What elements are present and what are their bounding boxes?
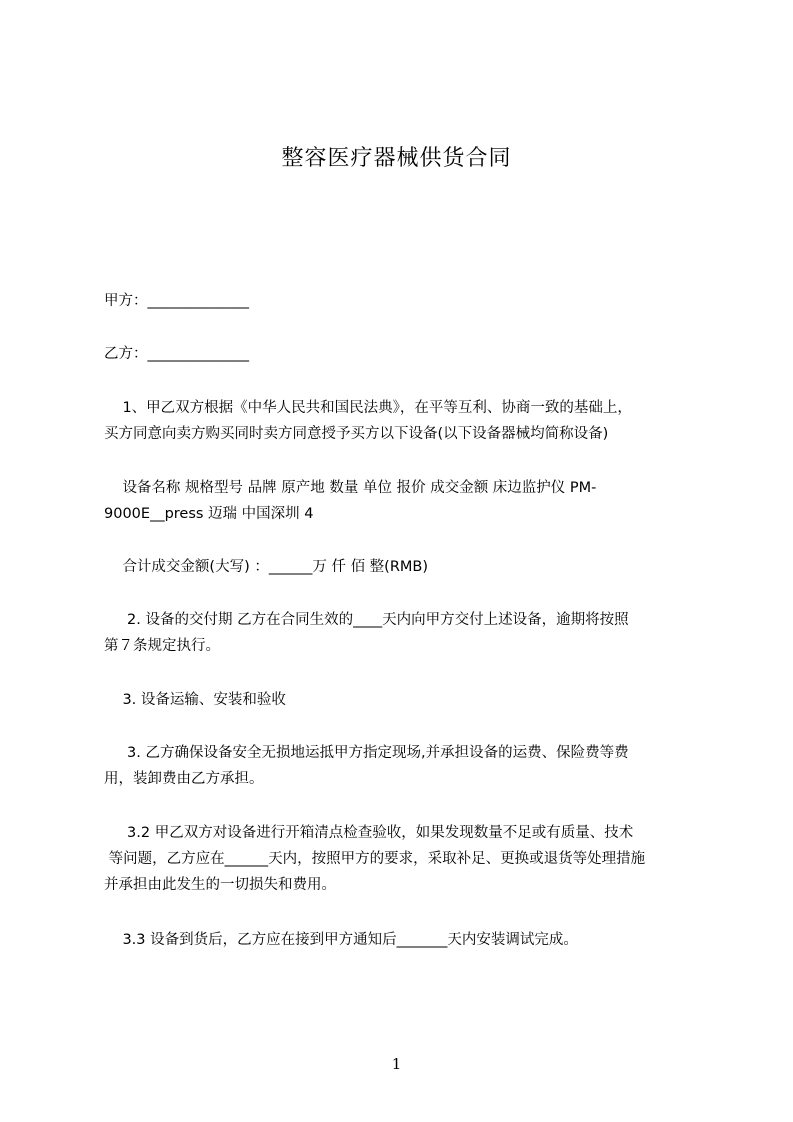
equipment-line-1: 设备名称 规格型号 品牌 原产地 数量 单位 报价 成交金额 床边监护仪 PM- bbox=[104, 480, 597, 496]
clause-3-2-line-2: 等问题，乙方应在______天内，按照甲方的要求，采取补足、更换或退货等处理措施 bbox=[104, 851, 646, 867]
clause-3-1-line-2: 用，装卸费由乙方承担。 bbox=[104, 771, 264, 787]
clause-1-line-2: 买方同意向卖方购买同时卖方同意授予买方以下设备(以下设备器械均简称设备) bbox=[104, 426, 609, 442]
clause-2-line-2: 第７条规定执行。 bbox=[104, 638, 220, 654]
equipment-line-2: 9000E__press 迈瑞 中国深圳 4 bbox=[104, 506, 314, 522]
clause-3-2-line-1: 3.2 甲乙双方对设备进行开箱清点检查验收，如果发现数量不足或有质量、技术 bbox=[104, 825, 634, 841]
clause-2-line-1: 2. 设备的交付期 乙方在合同生效的____天内向甲方交付上述设备，逾期将按照 bbox=[104, 612, 629, 628]
party-b-line: 乙方：______________ bbox=[104, 346, 249, 362]
clause-3-2-line-3: 并承担由此发生的一切损失和费用。 bbox=[104, 877, 336, 893]
total-amount-line: 合计成交金额(大写) ：______万 仟 佰 整(RMB) bbox=[104, 559, 429, 575]
clause-1-line-1: 1、甲乙双方根据《中华人民共和国民法典》，在平等互利、协商一致的基础上， bbox=[104, 400, 632, 416]
page-number: 1 bbox=[391, 1055, 402, 1073]
clause-3-3: 3.3 设备到货后，乙方应在接到甲方通知后_______天内安装调试完成。 bbox=[104, 932, 578, 948]
clause-3-1-line-1: 3. 乙方确保设备安全无损地运抵甲方指定现场,并承担设备的运费、保险费等费 bbox=[104, 745, 629, 761]
document-title: 整容医疗器械供货合同 bbox=[281, 146, 512, 171]
party-a-line: 甲方：______________ bbox=[104, 293, 249, 309]
clause-3-heading: 3. 设备运输、安装和验收 bbox=[104, 692, 286, 708]
